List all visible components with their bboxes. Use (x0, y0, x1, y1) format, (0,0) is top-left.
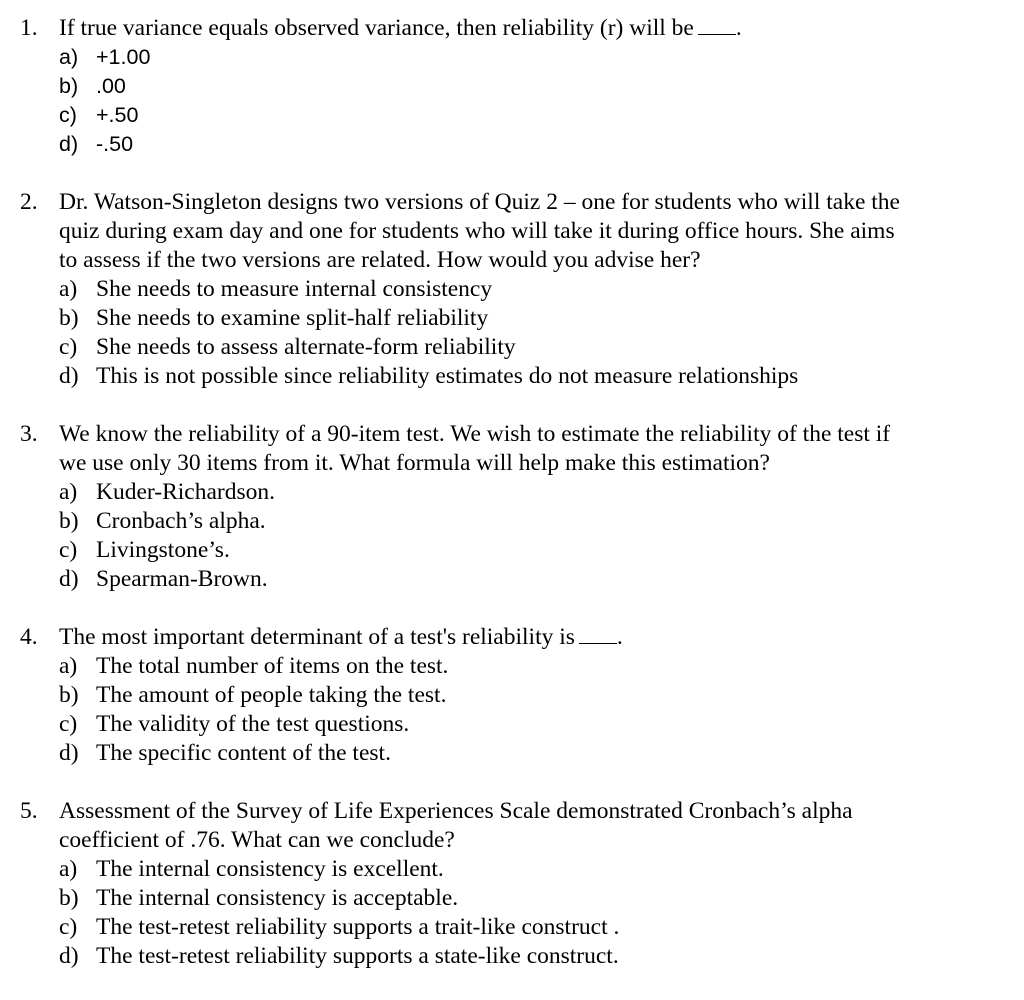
option-text: The test-retest reliability supports a state-like construct. (96, 943, 619, 969)
option-letter: b) (59, 74, 79, 98)
option-c (0, 710, 1024, 739)
option-a (0, 652, 1024, 681)
option-a (0, 478, 1024, 507)
option-letter: b) (59, 508, 79, 534)
option-text: Kuder-Richardson. (96, 479, 275, 505)
option-c (0, 913, 1024, 942)
question-number: 4. (20, 624, 38, 650)
question-suffix: . (616, 624, 623, 650)
option-letter: d) (59, 740, 79, 766)
question-1 (0, 14, 1024, 159)
option-c (0, 333, 1024, 362)
option-text: Spearman-Brown. (96, 566, 268, 592)
option-d (0, 362, 1024, 391)
question-text: Assessment of the Survey of Life Experiences Scale demonstrated Cronbach’s alpha coefficient of .76. What can we conclude? (59, 798, 853, 853)
option-letter: c) (59, 914, 78, 940)
question-5 (0, 797, 1024, 971)
option-b (0, 507, 1024, 536)
question-number: 1. (20, 15, 38, 41)
option-text: .00 (96, 74, 126, 98)
options-list (0, 275, 1024, 391)
option-letter: a) (59, 45, 79, 69)
option-text: The specific content of the test. (96, 740, 391, 766)
question-text: Dr. Watson-Singleton designs two versions of Quiz 2 – one for students who will take the quiz during exam day and one for students who will take it during office hours. She aims to assess if the two versions are related. How would you advise her? (59, 189, 900, 273)
option-text: The amount of people taking the test. (96, 682, 447, 708)
question-prompt: If true variance equals observed variance, then reliability (r) will be (59, 15, 694, 41)
option-a (0, 855, 1024, 884)
options-list (0, 652, 1024, 768)
option-text: +.50 (96, 103, 139, 127)
question-number: 5. (20, 798, 38, 824)
option-letter: a) (59, 856, 78, 882)
option-text: The internal consistency is excellent. (96, 856, 444, 882)
options-list (0, 478, 1024, 594)
option-letter: b) (59, 885, 79, 911)
option-text: +1.00 (96, 45, 151, 69)
options-list (0, 855, 1024, 971)
question-suffix: . (735, 15, 742, 41)
question-3 (0, 420, 1024, 594)
option-letter: d) (59, 943, 79, 969)
option-text: This is not possible since reliability estimates do not measure relationships (96, 363, 799, 389)
option-text: The total number of items on the test. (96, 653, 449, 679)
option-text: The test-retest reliability supports a trait-like construct . (96, 914, 620, 940)
option-letter: a) (59, 276, 78, 302)
option-letter: a) (59, 479, 78, 505)
option-d (0, 130, 1024, 159)
question-4 (0, 623, 1024, 768)
option-b (0, 681, 1024, 710)
question-prompt: The most important determinant of a test's reliability is (59, 624, 575, 650)
option-letter: d) (59, 363, 79, 389)
options-list (0, 43, 1024, 159)
option-b (0, 884, 1024, 913)
option-letter: c) (59, 711, 78, 737)
option-b (0, 304, 1024, 333)
answer-blank (579, 627, 617, 644)
option-text: She needs to examine split-half reliability (96, 305, 489, 331)
option-c (0, 101, 1024, 130)
question-text (59, 623, 974, 652)
option-letter: c) (59, 334, 78, 360)
option-letter: a) (59, 653, 78, 679)
question-number: 3. (20, 421, 38, 447)
option-letter: d) (59, 132, 79, 156)
question-2 (0, 188, 1024, 391)
option-c (0, 536, 1024, 565)
option-a (0, 275, 1024, 304)
option-text: The internal consistency is acceptable. (96, 885, 459, 911)
option-letter: b) (59, 682, 79, 708)
question-text: We know the reliability of a 90-item test. We wish to estimate the reliability of the test if we use only 30 items from it. What formula will help make this estimation? (59, 421, 891, 476)
option-text: Livingstone’s. (96, 537, 230, 563)
question-text (59, 14, 974, 43)
option-d (0, 942, 1024, 971)
option-text: Cronbach’s alpha. (96, 508, 266, 534)
option-text: The validity of the test questions. (96, 711, 410, 737)
answer-blank (698, 18, 736, 35)
option-b (0, 72, 1024, 101)
option-letter: d) (59, 566, 79, 592)
option-a (0, 43, 1024, 72)
option-letter: c) (59, 103, 77, 127)
option-d (0, 565, 1024, 594)
quiz-document (0, 14, 1024, 1000)
option-text: She needs to measure internal consistency (96, 276, 493, 302)
option-d (0, 739, 1024, 768)
option-text: She needs to assess alternate-form reliability (96, 334, 516, 360)
option-letter: c) (59, 537, 78, 563)
option-text: -.50 (96, 132, 134, 156)
question-number: 2. (20, 189, 38, 215)
option-letter: b) (59, 305, 79, 331)
